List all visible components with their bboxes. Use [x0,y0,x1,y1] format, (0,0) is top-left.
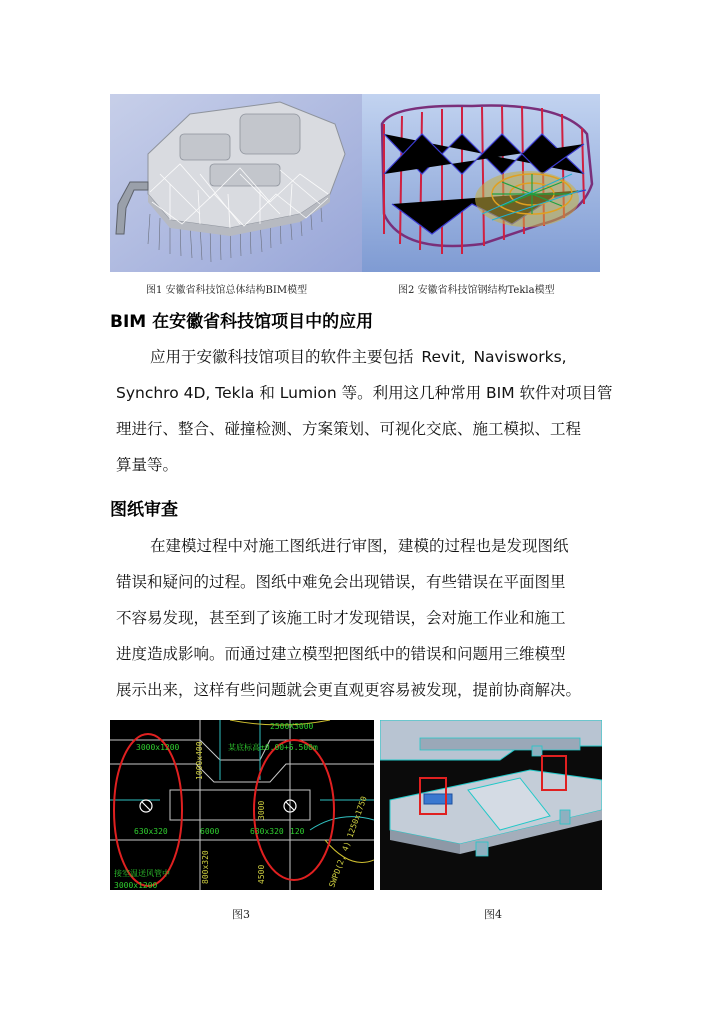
figure-4-caption: 图4 [484,908,502,921]
tekla-model-illustration [362,94,600,272]
figure-3-caption: 图3 [232,908,250,921]
cad-label: 630x320 [250,827,284,836]
paragraph-line: 理进行、整合、碰撞检测、方案策划、可视化交底、施工模拟、工程 [116,420,582,438]
cad-label: 800x320 [201,850,210,884]
paragraph-line: 错误和疑问的过程。图纸中难免会出现错误，有些错误在平面图里 [116,573,566,591]
cad-drawing-illustration [110,720,374,890]
paragraph-line: 展示出来，这样有些问题就会更直观更容易被发现，提前协商解决。 [116,681,582,699]
paragraph-line: Synchro 4D, Tekla 和 Lumion 等。利用这几种常用 BIM 软件对项目管 [116,384,613,402]
paragraph-line: 不容易发现，甚至到了该施工时才发现错误，会对施工作业和施工 [116,609,566,627]
figure-2-tekla-model [362,94,600,272]
cad-label: 接室温送风管中 [114,869,170,878]
figure-4-3d-model [380,720,602,890]
bim-model-illustration [110,94,362,272]
section-heading-drawing-review: 图纸审查 [110,500,178,520]
cad-label: 3000x1200 [114,881,158,890]
paragraph-line: 算量等。 [116,456,179,474]
paragraph-drawing-review [116,528,612,708]
figure-2-caption: 图2 安徽省科技馆钢结构Tekla模型 [398,285,555,296]
cad-label: 3000 [257,800,266,820]
model-illustration [380,720,602,890]
cad-label: 1000x400 [195,741,204,780]
figure-1-bim-model [110,94,362,272]
paragraph-line: 应用于安徽科技馆项目的软件主要包括 Revit, Navisworks, [150,348,567,366]
cad-label: SWPD(2, 4) 1250x1750 [327,795,369,889]
figure-3-cad-drawing [110,720,374,890]
section-heading-bim-application: BIM 在安徽省科技馆项目中的应用 [110,312,374,332]
paragraph-line: 在建模过程中对施工图纸进行审图，建模的过程也是发现图纸 [150,537,569,555]
cad-label: 120 [290,827,305,836]
cad-label: 2500X3000 [270,722,314,731]
cad-label: 3000x1200 [136,743,180,752]
paragraph-line: 进度造成影响。而通过建立模型把图纸中的错误和问题用三维模型 [116,645,566,663]
cad-label: 6000 [200,827,220,836]
figure-1-caption: 图1 安徽省科技馆总体结构BIM模型 [146,285,308,296]
paragraph-software [116,339,612,483]
cad-label: 630x320 [134,827,168,836]
cad-label: 4500 [257,864,266,884]
cad-label: 某底标高±0.00+5.500m [228,743,318,752]
